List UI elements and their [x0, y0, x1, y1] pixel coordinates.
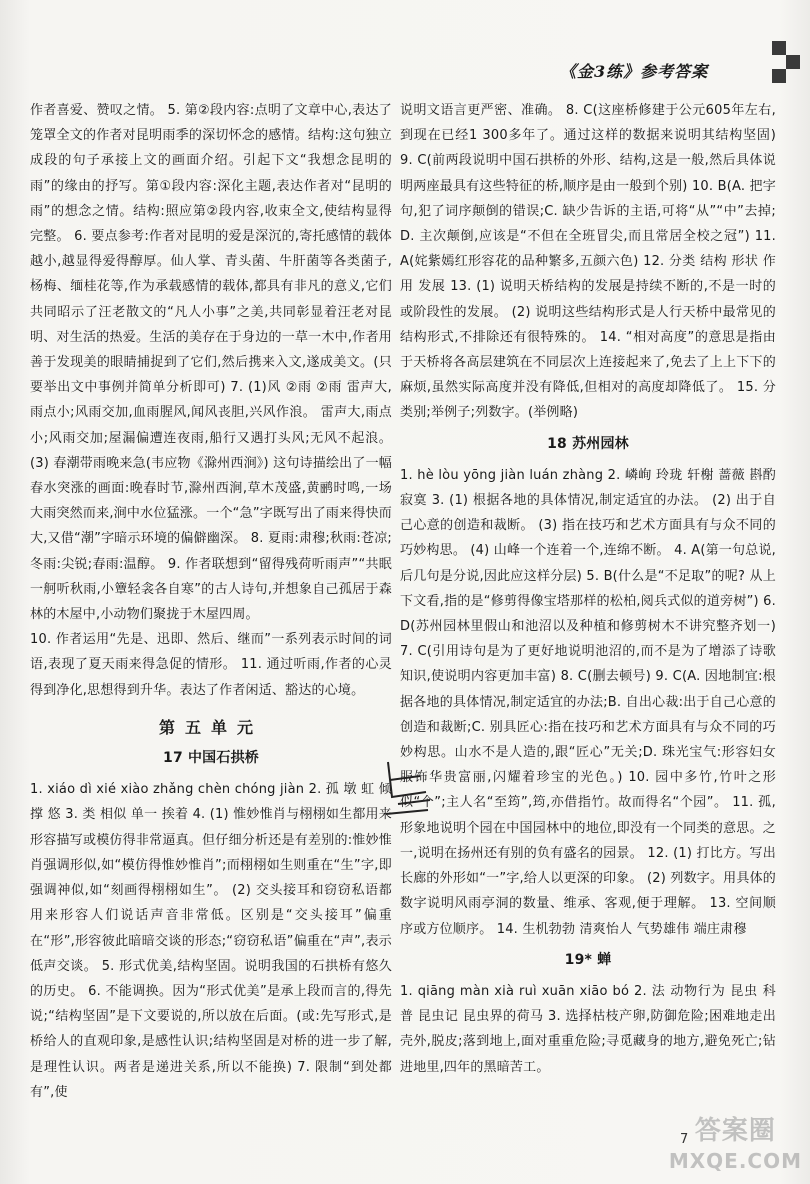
watermark-line: 答案圈	[694, 1116, 776, 1146]
left-column	[30, 98, 392, 1105]
page-number: 7	[680, 1132, 689, 1147]
lesson-title: 18 苏州园林	[547, 435, 629, 452]
unit-title: 第五单元	[158, 717, 263, 737]
handwritten-annotation	[368, 752, 448, 832]
page-header	[560, 55, 790, 85]
answer-paragraph: 10. 作者运用“先是、迅即、然后、继而”一系列表示时间的词语,表现了夏天雨来得急促的情形。 11. 通过听雨,作者的心灵得到净化,思想得到升华。表达了作者闲适、豁达的心境。	[30, 632, 392, 698]
answer-paragraph: 作者喜爱、赞叹之情。 5. 第②段内容:点明了文章中心,表达了笼罩全文的作者对昆明雨季的深切怀念的感情。结构:这句独立成段的句子承接上文的画面介绍。引起下文“我想念昆明的雨”的缘由的抒写。第①段内容:深化主题,表达作者对“昆明的雨”的想念之情。结构:照应第②段内容,收束全文,使结构显得完整。 6. 要点参考:作者对昆明的爱是深沉的,寄托感情的载体越小,越显得爱得醇厚。仙人掌、青头菌、牛肝菌等各类菌子,杨梅、缅桂花等,作为承载感情的载体,都具有非凡的意义,它们共同昭示了汪老散文的“凡人小事”之美,共同彰显着汪老对昆明、对生活的热爱。生活的美存在于身边的一草一木中,作者用善于发现美的眼睛捕捉到了它们,然后携来入文,遂成美文。(只要举出文中事例并简单分析即可) 7. (1)风 ②雨 ②雨 雷声大,雨点小;风雨交加,血雨腥风,闻风丧胆,兴风作浪。 雷声大,雨点小;风雨交加;屋漏偏遭连夜雨,船行又遇打头风;无风不起浪。 (3) 春潮带雨晚来急(韦应物《滁州西涧》) 这句诗描绘出了一幅春水突涨的画面:晚春时节,滁州西涧,草木茂盛,黄鹂时鸣,一场大雨突然而来,涧中水位猛涨。一个“急”字既写出了雨来得快而大,又借“潮”字暗示环境的偏僻幽深。 8. 夏雨:肃穆;秋雨:苍凉;冬雨:尖锐;春雨:温醇。 9. 作者联想到“留得残荷听雨声”“共眠一舸听秋雨,小簟轻衾各自寒”的古人诗句,并想象自己孤居于森林的木屋中,小动物们聚拢于木屋四周。	[30, 103, 392, 623]
watermark-line: MXQE.COM	[668, 1149, 802, 1173]
watermark-logo	[669, 1116, 802, 1176]
header-decoration	[772, 41, 810, 93]
lesson-title: 19* 蝉	[564, 951, 612, 968]
answer-paragraph: 说明文语言更严密、准确。 8. C(这座桥修建于公元605年左右,到现在已经1 300多年了。通过这样的数据来说明其结构坚固) 9. C(前两段说明中国石拱桥的外形、结构,这是一般,然后具体说明两座最具有这些特征的桥,顺序是由一般到个别) 10. B(A. 把字句,犯了词序颠倒的错误;C. 缺少告诉的主语,可将“从”“中”去掉;D. 主次颠倒,应该是“不但在全班冒尖,而且常居全校之冠”) 11. A(姹紫嫣红形容花的品种繁多,五颜六色) 12. 分类 结构 形状 作用 发展 13. (1) 说明天桥结构的发展是持续不断的,不是一时的或阶段性的发展。 (2) 说明这些结构形式是人行天桥中最常见的结构形式,不排除还有很特殊的。 14. “相对高度”的意思是指由于天桥将各高层建筑在不同层次上连接起来了,免去了上上下下的麻烦,虽然实际高度并没有降低,但相对的高度却降低了。 15. 分类别;举例子;列数字。(举例略)	[400, 103, 776, 421]
answer-paragraph: 1. xiáo dì xié xiào zhǎng chèn chóng jiàn 2. 孤 墩 虹 倾 撑 悠 3. 类 相似 单一 挨着 4. (1) 惟妙惟肖与栩栩如生都用来形容描写或模仿得非常逼真。但仔细分析还是有差别的:惟妙惟肖强调形似,如“模仿得惟妙惟肖”;而栩栩如生则重在“生”字,即强调神似,如“刻画得栩栩如生”。 (2) 交头接耳和窃窃私语都用来形容人们说话声音非常低。区别是“交头接耳”偏重在“形”,形容彼此暗暗交谈的形态;“窃窃私语”偏重在“声”,表示低声交谈。 5. 形式优美,结构坚固。说明我国的石拱桥有悠久的历史。 6. 不能调换。因为“形式优美”是承上段而言的,得先说;“结构坚固”是下文要说的,所以放在后面。(或:先写形式,是桥给人的直观印象,是感性认识;结构坚固是对桥的进一步了解,是理性认识。两者是递进关系,所以不能换) 7. 限制“到处都有”,使	[30, 782, 392, 1100]
answer-paragraph: 1. qiāng màn xià ruì xuān xiāo bó 2. 法 动物行为 昆虫 科普 昆虫记 昆虫界的荷马 3. 选择枯枝产卵,防御危险;困难地走出壳外,脱皮;落到地上,面对重重危险;寻觅藏身的地方,避免死亡;钻进地里,四年的黑暗苦工。	[400, 983, 776, 1075]
right-column	[400, 98, 776, 1080]
header-title: 《金3练》参考答案	[560, 61, 709, 81]
answer-paragraph: 1. hè lòu yōng jiàn luán zhàng 2. 嶙峋 玲珑 轩榭 蔷薇 斟酌 寂寞 3. (1) 根据各地的具体情况,制定适宜的办法。 (2) 出于自己心意的创造和裁断。 (3) 指在技巧和艺术方面具有与众不同的巧妙构思。 (4) 山峰一个连着一个,连绵不断。 4. A(第一句总说,后几句是分说,因此应这样分层) 5. B(什么是“不足取”的呢? 从上下文看,指的是“修剪得像宝塔那样的松柏,阅兵式似的道旁树”) 6. D(苏州园林里假山和池沼以及种植和修剪树木不讲究整齐划一) 7. C(引用诗句是为了更好地说明池沼的,而不是为了增添了诗歌知识,使说明内容更加丰富) 8. C(删去顿号) 9. C(A. 因地制宜:根据各地的具体情况,制定适宜的办法;B. 自出心裁:出于自己心意的创造和裁断;C. 别具匠心:指在技巧和艺术方面具有与众不同的巧妙构思。山水不是人造的,跟“匠心”无关;D. 珠光宝气:形容妇女服饰华贵富丽,闪耀着珍宝的光色。) 10. 园中多竹,竹叶之形似“个”;主人名“至筠”,筠,亦借指竹。故而得名“个园”。 11. 孤,形象地说明个园在中国园林中的地位,即没有一个同类的意思。之一,说明在扬州还有别的负有盛名的园景。 12. (1) 打比方。写出长廊的外形如“一”字,给人以更深的印象。 (2) 列数字。用具体的数字说明风雨亭洞的数量、维承、客观,便于理解。 13. 空间顺序或方位顺序。 14. 生机勃勃 清爽怡人 气势雄伟 端庄肃穆	[400, 467, 776, 937]
lesson-title: 17 中国石拱桥	[163, 750, 259, 767]
